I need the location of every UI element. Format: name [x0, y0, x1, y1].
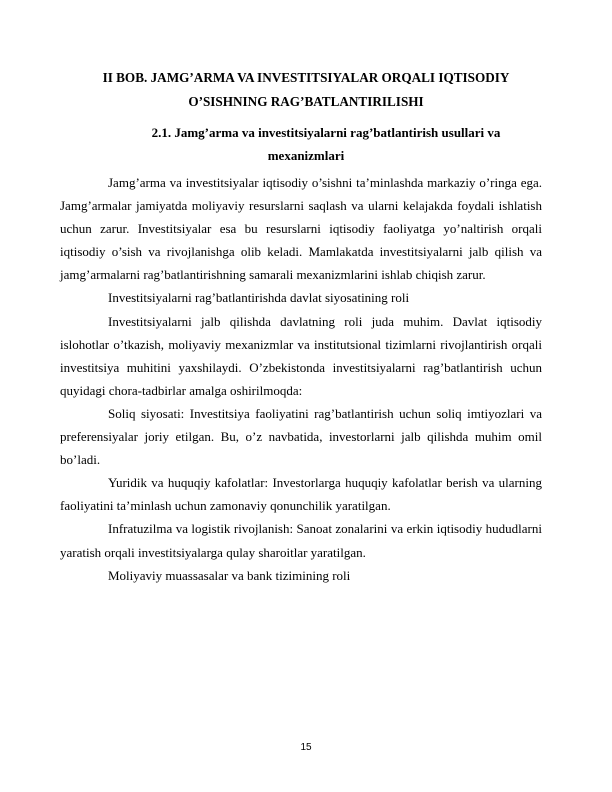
page-number: 15: [300, 742, 312, 753]
body-text: [60, 171, 542, 587]
paragraph-tax-policy: Soliq siyosati: Investitsiya faoliyatini rag’batlantirish uchun soliq imtiyozlari va preferensiyalar joriy etilgan. Bu, o’z navbatida, investorlarni jalb qilishda muhim omil bo’ladi.: [60, 405, 542, 468]
chapter-title-line-2: O’SISHNING RAG’BATLANTIRILISHI: [188, 94, 424, 109]
section-title-line-2: mexanizmlari: [267, 148, 345, 163]
section-title-line-1: 2.1. Jamg’arma va investitsiyalarni rag’batlantirish usullari va: [151, 125, 501, 140]
paragraph-intro: Jamg’arma va investitsiyalar iqtisodiy o’sishni ta’minlashda markaziy o’ringa ega. Jamg’armalar jamiyatda moliyaviy resurslarni saqlash va ularni kelajakda foydali ishlatish uchun zarur. Investitsiyalar esa bu resurslarni iqtisodiy faoliyatga yo’naltirish orqali iqtisodiy o’sish va rivojlanishga olib keladi. Mamlakatda investitsiyalarni jalb qilish va jamg’armalarni rag’batlantirishning samarali mexanizmlarini ishlab chiqish zarur.: [60, 175, 542, 283]
paragraph-subheading-financial-institutions: Moliyaviy muassasalar va bank tizimining roli: [108, 567, 351, 583]
paragraph-legal-guarantees: Yuridik va huquqiy kafolatlar: Investorlarga huquqiy kafolatlar berish va ularning faoliyatini ta’minlash uchun zamonaviy qonunchilik yaratilgan.: [60, 475, 542, 514]
paragraph-infrastructure: Infratuzilma va logistik rivojlanish: Sanoat zonalarini va erkin iqtisodiy hududlarni yaratish orqali investitsiyalarga qulay sharoitlar yaratilgan.: [60, 521, 542, 560]
paragraph-subheading-state-policy: Investitsiyalarni rag’batlantirishda davlat siyosatining roli: [108, 290, 410, 306]
paragraph-state-role: Investitsiyalarni jalb qilishda davlatning roli juda muhim. Davlat iqtisodiy islohotlar o’tkazish, moliyaviy mexanizmlar va institutsional tizimlarni rivojlantirish orqali investitsiya muhitini yaxshilaydi. O’zbekistonda investitsiyalarni rag’batlantirish uchun quyidagi chora-tadbirlar amalga oshirilmoqda:: [60, 313, 542, 398]
chapter-title-line-1: II BOB. JAMG’ARMA VA INVESTITSIYALAR ORQALI IQTISODIY: [102, 70, 510, 85]
